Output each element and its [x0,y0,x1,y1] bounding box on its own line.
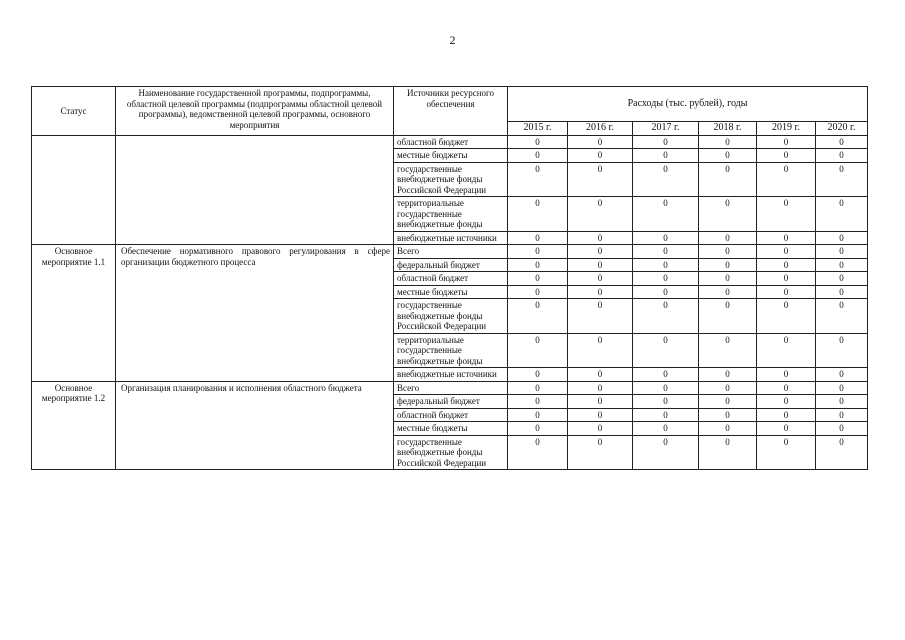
funding-source: внебюджетные источники [394,231,508,245]
expense-value: 0 [816,135,868,149]
expense-value: 0 [699,162,757,197]
expense-value: 0 [699,135,757,149]
expense-value: 0 [699,149,757,163]
table-row [32,245,868,259]
expense-value: 0 [816,231,868,245]
expense-value: 0 [699,285,757,299]
expense-value: 0 [508,422,568,436]
expense-value: 0 [816,272,868,286]
page-number: 2 [449,33,456,47]
funding-source: федеральный бюджет [394,395,508,409]
expense-value: 0 [508,162,568,197]
expense-value: 0 [508,245,568,259]
expense-value: 0 [757,149,816,163]
expense-value: 0 [508,395,568,409]
expense-value: 0 [568,258,633,272]
expense-value: 0 [699,381,757,395]
funding-source: внебюджетные источники [394,368,508,382]
header-year: 2019 г. [757,122,816,136]
expense-value: 0 [633,299,699,334]
expense-value: 0 [633,162,699,197]
expense-value: 0 [816,149,868,163]
expense-value: 0 [816,368,868,382]
expense-value: 0 [757,299,816,334]
measure-status: Основное мероприятие 1.2 [32,381,116,470]
expense-value: 0 [757,422,816,436]
expense-value: 0 [508,368,568,382]
expense-value: 0 [568,245,633,259]
expense-value: 0 [568,162,633,197]
expense-value: 0 [699,408,757,422]
expense-value: 0 [757,333,816,368]
funding-source: Всего [394,245,508,259]
expense-value: 0 [816,408,868,422]
funding-source: федеральный бюджет [394,258,508,272]
expense-value: 0 [757,285,816,299]
expense-value: 0 [633,285,699,299]
expense-value: 0 [568,435,633,470]
measure-status: Основное мероприятие 1.1 [32,245,116,382]
funding-source: Всего [394,381,508,395]
expense-value: 0 [816,197,868,232]
funding-source: государственные внебюджетные фонды Российской Федерации [394,435,508,470]
expense-value: 0 [699,299,757,334]
expense-value: 0 [633,272,699,286]
expense-value: 0 [699,395,757,409]
expense-value: 0 [508,149,568,163]
header-expenses: Расходы (тыс. рублей), годы [508,87,868,122]
name-cell-empty [116,135,394,245]
expense-value: 0 [816,258,868,272]
expense-value: 0 [633,258,699,272]
expense-value: 0 [633,245,699,259]
expense-value: 0 [816,422,868,436]
funding-source: государственные внебюджетные фонды Российской Федерации [394,162,508,197]
expense-value: 0 [568,231,633,245]
expense-value: 0 [816,299,868,334]
header-year: 2017 г. [633,122,699,136]
expense-value: 0 [699,197,757,232]
funding-source: областной бюджет [394,272,508,286]
funding-source: территориальные государственные внебюджетные фонды [394,197,508,232]
header-year: 2018 г. [699,122,757,136]
expense-value: 0 [699,258,757,272]
expense-value: 0 [508,231,568,245]
expense-value: 0 [757,135,816,149]
expense-value: 0 [699,435,757,470]
expense-value: 0 [699,272,757,286]
measure-name: Организация планирования и исполнения областного бюджета [116,381,394,470]
expense-value: 0 [816,333,868,368]
expense-value: 0 [699,422,757,436]
header-sources: Источники ресурсного обеспечения [394,87,508,136]
expense-value: 0 [633,333,699,368]
header-status: Статус [32,87,116,136]
expense-value: 0 [633,149,699,163]
expense-value: 0 [757,368,816,382]
expense-value: 0 [568,149,633,163]
budget-table [31,86,868,470]
expense-value: 0 [508,272,568,286]
expense-value: 0 [757,272,816,286]
expense-value: 0 [508,197,568,232]
expense-value: 0 [699,368,757,382]
funding-source: государственные внебюджетные фонды Российской Федерации [394,299,508,334]
expense-value: 0 [633,408,699,422]
expense-value: 0 [568,395,633,409]
expense-value: 0 [633,381,699,395]
funding-source: территориальные государственные внебюджетные фонды [394,333,508,368]
expense-value: 0 [757,258,816,272]
expense-value: 0 [816,395,868,409]
expense-value: 0 [633,435,699,470]
header-year: 2015 г. [508,122,568,136]
expense-value: 0 [508,299,568,334]
expense-value: 0 [508,285,568,299]
expense-value: 0 [508,381,568,395]
expense-value: 0 [568,333,633,368]
table-row [32,135,868,149]
funding-source: областной бюджет [394,408,508,422]
expense-value: 0 [816,381,868,395]
funding-source: местные бюджеты [394,422,508,436]
expense-value: 0 [568,422,633,436]
expense-value: 0 [568,285,633,299]
expense-value: 0 [568,368,633,382]
expense-value: 0 [568,197,633,232]
expense-value: 0 [508,258,568,272]
header-name: Наименование государственной программы, подпрограммы, областной целевой программы (подпрограммы областной целевой программы), ведомственной целевой программы, основного мероприятия [116,87,394,136]
expense-value: 0 [757,245,816,259]
expense-value: 0 [568,272,633,286]
status-cell-empty [32,135,116,245]
expense-value: 0 [508,333,568,368]
expense-value: 0 [633,135,699,149]
expense-value: 0 [568,381,633,395]
measure-name: Обеспечение нормативного правового регулирования в сфере организации бюджетного процесса [116,245,394,382]
expense-value: 0 [816,285,868,299]
expense-value: 0 [633,231,699,245]
expense-value: 0 [699,231,757,245]
expense-value: 0 [816,162,868,197]
expense-value: 0 [816,435,868,470]
header-year: 2020 г. [816,122,868,136]
expense-value: 0 [757,162,816,197]
expense-value: 0 [699,245,757,259]
expense-value: 0 [816,245,868,259]
expense-value: 0 [757,395,816,409]
expense-value: 0 [757,197,816,232]
expense-value: 0 [757,435,816,470]
expense-value: 0 [633,395,699,409]
expense-value: 0 [699,333,757,368]
expense-value: 0 [508,135,568,149]
expense-value: 0 [508,408,568,422]
expense-value: 0 [508,435,568,470]
expense-value: 0 [757,408,816,422]
expense-value: 0 [757,231,816,245]
expense-value: 0 [568,299,633,334]
expense-value: 0 [633,368,699,382]
expense-value: 0 [633,197,699,232]
funding-source: областной бюджет [394,135,508,149]
funding-source: местные бюджеты [394,149,508,163]
expense-value: 0 [568,135,633,149]
funding-source: местные бюджеты [394,285,508,299]
expense-value: 0 [568,408,633,422]
expense-value: 0 [633,422,699,436]
table-row [32,381,868,395]
header-year: 2016 г. [568,122,633,136]
expense-value: 0 [757,381,816,395]
